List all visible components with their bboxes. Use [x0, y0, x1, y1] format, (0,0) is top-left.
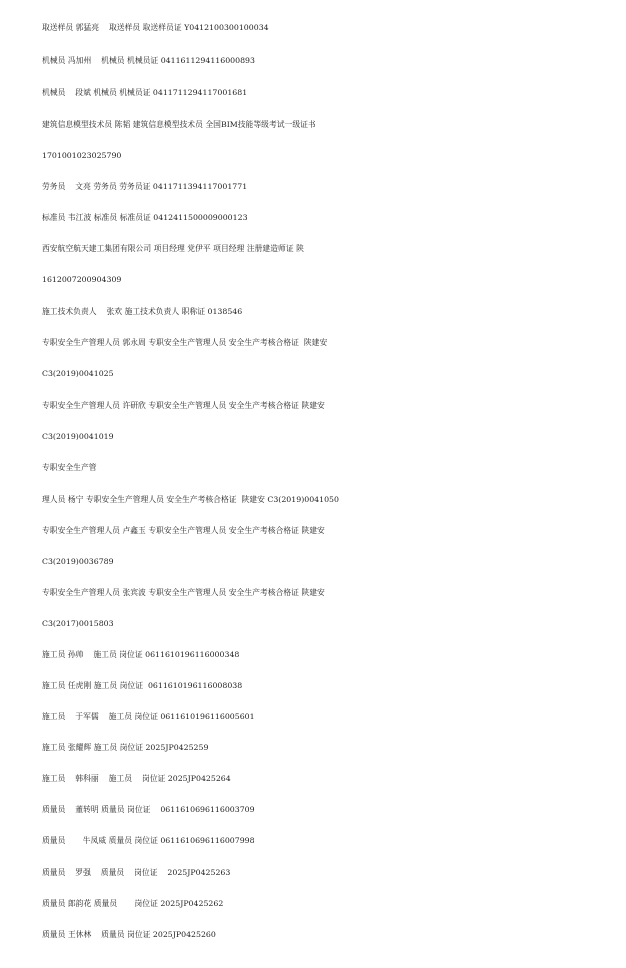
- text-line: 机械员 段斌 机械员 机械员证 0411711294117001681: [42, 88, 248, 97]
- text-line: 西安航空航天建工集团有限公司 项目经理 党伊平 项目经理 注册建造师证 陕: [42, 244, 304, 253]
- text-line: 施工技术负责人 张欢 施工技术负责人 职称证 0138546: [42, 307, 243, 316]
- text-line: 施工员 孙帅 施工员 岗位证 0611610196116000348: [42, 650, 240, 659]
- text-line: 质量员 罗强 质量员 岗位证 2025JP0425263: [42, 868, 231, 877]
- text-line: 1701001023025790: [42, 151, 122, 160]
- text-line: 质量员 牛凤威 质量员 岗位证 0611610696116007998: [42, 836, 255, 845]
- text-line: 专职安全生产管理人员 张宾波 专职安全生产管理人员 安全生产考核合格证 陕建安: [42, 588, 325, 597]
- text-line: 质量员 王休林 质量员 岗位证 2025JP0425260: [42, 930, 216, 939]
- text-line: C3(2019)0036789: [42, 557, 114, 566]
- text-line: 施工员 张耀辉 施工员 岗位证 2025JP0425259: [42, 743, 209, 752]
- text-line: C3(2019)0041019: [42, 432, 114, 441]
- text-line: C3(2019)0041025: [42, 369, 114, 378]
- text-line: 专职安全生产管: [42, 463, 97, 472]
- text-line: 1612007200904309: [42, 275, 122, 284]
- text-line: 施工员 于军儒 施工员 岗位证 0611610196116005601: [42, 712, 255, 721]
- text-line: 施工员 韩科丽 施工员 岗位证 2025JP0425264: [42, 774, 231, 783]
- text-line: 专职安全生产管理人员 许研欣 专职安全生产管理人员 安全生产考核合格证 陕建安: [42, 401, 325, 410]
- text-line: 施工员 任虎刚 施工员 岗位证 0611610196116008038: [42, 681, 243, 690]
- text-line: 质量员 董转明 质量员 岗位证 0611610696116003709: [42, 805, 255, 814]
- text-line: 专职安全生产管理人员 卢鑫玉 专职安全生产管理人员 安全生产考核合格证 陕建安: [42, 526, 325, 535]
- text-line: 理人员 杨宁 专职安全生产管理人员 安全生产考核合格证 陕建安 C3(2019)0041050: [42, 495, 339, 504]
- text-line: 专职安全生产管理人员 郭永周 专职安全生产管理人员 安全生产考核合格证 陕建安: [42, 338, 328, 347]
- text-line: 建筑信息模型技术员 陈韬 建筑信息模型技术员 全国BIM技能等级考试一级证书: [42, 120, 316, 129]
- text-line: 标准员 韦江波 标准员 标准员证 0412411500009000123: [42, 213, 248, 222]
- text-line: 质量员 郎韵花 质量员 岗位证 2025JP0425262: [42, 899, 224, 908]
- text-line: 机械员 冯加州 机械员 机械员证 0411611294116000893: [42, 56, 255, 65]
- text-line: C3(2017)0015803: [42, 619, 114, 628]
- text-line: 取送样员 郭猛亮 取送样员 取送样员证 Y0412100300100034: [42, 23, 269, 32]
- text-line: 劳务员 文亮 劳务员 劳务员证 0411711394117001771: [42, 182, 248, 191]
